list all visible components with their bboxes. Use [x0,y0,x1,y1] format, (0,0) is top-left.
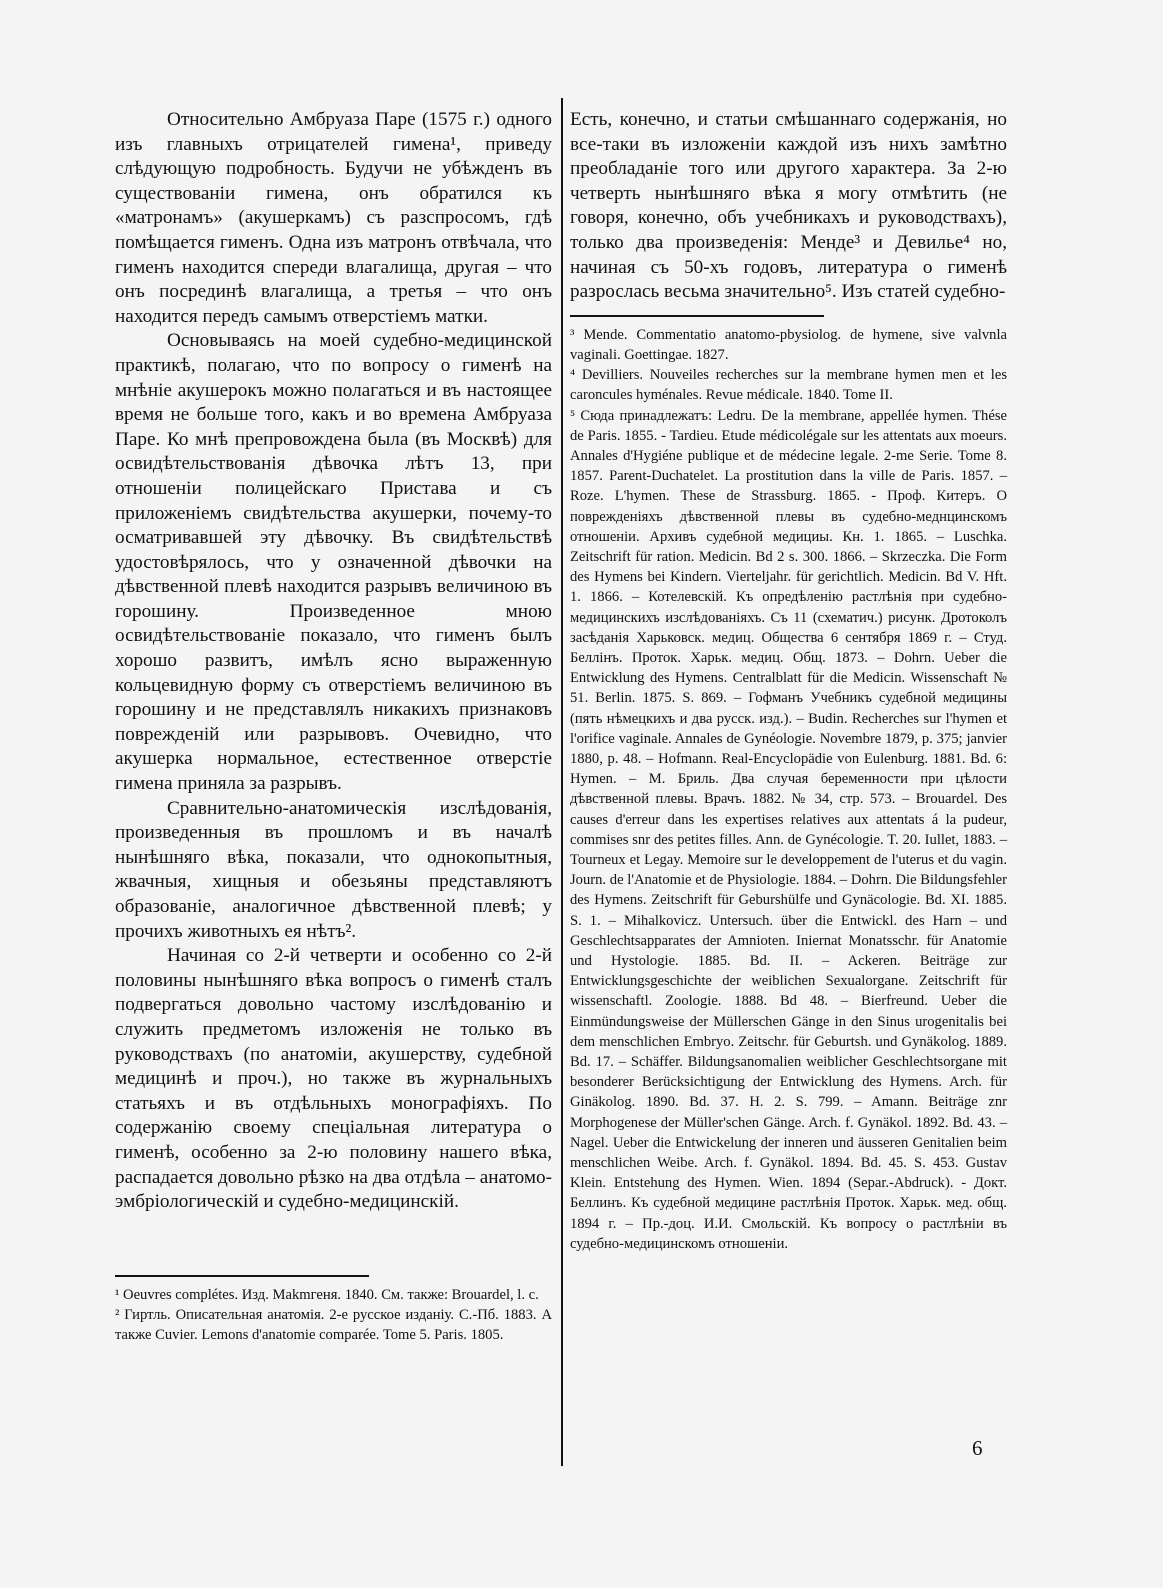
right-column [570,108,1007,1254]
paragraph: Начиная со 2-й четверти и особенно со 2-й половины нынѣшняго вѣка вопросъ о гименѣ сталъ подвергаться довольно частому изслѣдованію и служить предметомъ изложенія не только въ руководствахъ (по анатоміи, акушерству, судебной медицинѣ и проч.), но также въ журнальныхъ статьяхъ и въ отдѣльныхъ монографіяхъ. По содержанію своему спеціальная литература о гименѣ, особенно за 2-ю половину нашего вѣка, распадается довольно рѣзко на два отдѣла – анатомо-эмбріологическій и судебно-медицинскій. [115,945,552,1213]
footnote: ² Гиртль. Описательная анатомія. 2-е русское изданіу. С.-Пб. 1883. А также Cuvier. Lemons d'anatomie comparée. Tome 5. Paris. 1805. [115,1306,552,1344]
right-body-text [570,108,1007,305]
footnote: ¹ Oeuvres complétes. Изд. Makmгеня. 1840. См. также: Brouardel, l. c. [115,1286,539,1303]
footnote: ⁵ Сюда принадлежатъ: Ledru. De la membrane, appellée hymen. Thése de Paris. 1855. - Tardieu. Etude médicolégale sur les attentats aux moeurs. Annales d'Hygiéne publique et de médecine legale. 2-me Serie. Tome 8. 1857. Parent-Duchatelet. La prostitution dans la ville de Paris. 1857. – Roze. L'hymen. These de Strassburg. 1865. - Проф. Китеръ. О поврежденіяхъ дѣвственной плевы въ судебно-меднцинскомъ отношеніи. Архивъ судебной медициы. Кн. 1. 1865. – Luschka. Zeitschrift für ration. Medicin. Bd 2 s. 300. 1866. – Skrzeczka. Die Form des Hymens bei Kindern. Vierteljahr. für gerichtlich. Medicin. Bd V. Hft. 1. 1866. – Котелевскій. Къ опредѣленію растлѣнія при судебно-медицинскихъ изслѣдованіяхъ. Съ 11 (схематич.) рисунк. Дротоколъ засѣданія Харьковск. медиц. Общества 6 сентября 1869 г. – Студ. Беллінъ. Проток. Харьк. медиц. Общ. 1873. – Dohrn. Ueber die Entwicklung des Hymens. Centralblatt für die Medicin. Wissenschaft № 51. Berlin. 1875. S. 869. – Гофманъ Учебникъ судебной медицины (пять нѣмецкихъ и два русск. изд.). – Budin. Recherches sur l'hymen et l'orifice vaginale. Annales de Gynéologie. Novembre 1879, p. 375; janvier 1880, p. 48. – Hofmann. Real-Encyclopädie von Eulenburg. 1881. Bd. 6: Hymen. – M. Бриль. Два случая беременности при цѣлости дѣвственной плевы. Врачъ. 1882. № 34, стр. 573. – Brouardel. Des causes d'erreur dans les expertises relatives aux attentats á la pudeur, commises snr des petites filles. Ann. de Gynécologie. T. 20. Iullet, 1883. – Tourneux et Legay. Memoire sur le developpement de l'uterus et du vagin. Journ. de l'Anatomie et de Physiologie. 1884. – Dohrn. Die Bildungsfehler des Hymens. Zeitschrift für Geburshülfe und Gynäcologie. Bd. XI. 1885. S. 1. – Mihalkovicz. Untersuch. über die Entwickl. des Harn – und Geschlechtsapparates der Amnioten. Iniernat Monatsschr. für Anatomie und Hystologie. 1885. Bd. II. – Ackeren. Beiträge zur Entwicklungsgeschichte der weiblichen Sexualorgane. Zeitschrift für wissenschaftl. Zoologie. 1888. Bd 48. – Bierfreund. Ueber die Einmündungsweise der Müllerschen Gänge in den Sinus urogenitalis bei dem menschlichen Embryo. Zeitschr. für Geburtsh. und Gynäkolog. 1889. Bd. 17. – Schäffer. Bildungsanomalien weiblicher Geschlechtsorgane mit besonderer Berücksichtigung der Entwicklung des Hymens. Arch. für Ginäkolog. 1890. Bd. 37. H. 2. S. 799. – Amann. Beiträge znr Morphogenese der Müller'schen Gänge. Arch. f. Gynäkol. 1892. Bd. 43. – Nagel. Ueber die Entwickelung der inneren und äusseren Genitalien beim menschlichen Weibe. Arch. f. Gynäkol. 1894. Bd. 45. S. 453. Gustav Klein. Entstehung des Hymen. Wien. 1894 (Separ.-Abdruck). - Докт. Беллинъ. Къ судебной медицине растлѣнія Проток. Харьк. мед. общ. 1894 г. – Пр.-доц. И.И. Смольскій. Къ вопросу о растлѣніи въ судебно-медицинскомъ отношеніи. [570,407,1007,1252]
page-number: 6 [972,1436,983,1460]
paragraph: Основываясь на моей судебно-медицинской практикѣ, полагаю, что по вопросу о гименѣ на мнѣніе акушерокъ можно полагаться и въ настоящее время не больше того, какъ и во времена Амбруаза Паре. Ко мнѣ препровождена была (въ Москвѣ) для освидѣтельствованія дѣвочка лѣтъ 13, при отношеніи полицейскаго Пристава и съ приложеніемъ свидѣтельства акушерки, почему-то осматривавшей эту дѣвочку. Въ свидѣтельствѣ удостовѣрялось, что у означенной дѣвочки на дѣвственной плевѣ находится разрывъ величиною въ горошину. Произведенное мною освидѣтельствованіе показало, что гименъ былъ хорошо развитъ, имѣлъ ясно выраженную кольцевидную форму съ отверстіемъ величиною въ горошину и не представлялъ никакихъ признаковъ поврежденій или разрывовъ. Очевидно, что акушерка нормальное, естественное отверстіе гимена приняла за разрывъ. [115,330,552,795]
footnote: ³ Mende. Commentatio anatomo-pbysiolog. de hymene, sive valvnla vaginali. Goettingae. 1827. [570,326,1007,363]
left-column [115,108,552,1345]
footnote-separator [115,1275,369,1277]
paragraph: Относительно Амбруаза Паре (1575 г.) одного изъ главныхъ отрицателей гимена¹, приведу слѣдующую подробность. Будучи не убѣжденъ въ существованіи гимена, онъ обратился къ «матронамъ» (акушеркамъ) съ разспросомъ, гдѣ помѣщается гименъ. Одна изъ матронъ отвѣчала, что гименъ находится спереди влагалища, другая – что онъ посрединѣ влагалища, а третья – что онъ находится передъ самымъ отверстіемъ матки. [115,109,552,327]
left-body-text [115,108,552,1215]
paragraph: Есть, конечно, и статьи смѣшаннаго содержанія, но все-таки въ изложеніи каждой изъ нихъ замѣтно преобладаніе того или другого характера. За 2-ю четверть нынѣшняго вѣка я могу отмѣтить (не говоря, конечно, объ учебникахъ и руководствахъ), только два произведенія: Менде³ и Девилье⁴ но, начиная съ 50-хъ годовъ, литература о гименѣ разрослась весьма значительно⁵. Изъ статей судебно- [570,109,1007,303]
left-footnotes [115,1285,552,1346]
footnote-separator [570,315,824,317]
right-footnotes [570,325,1007,1254]
footnote: ⁴ Devilliers. Nouveiles recherches sur la membrane hymen men et les caroncules hyménales. Revue médicale. 1840. Tome II. [570,367,1007,404]
paragraph: Сравнительно-анатомическія изслѣдованія, произведенныя въ прошломъ и въ началѣ нынѣшняго вѣка, показали, что однокопытныя, жвачныя, хищныя и обезьяны представляютъ образованіе, аналогичное дѣвственной плевѣ; у прочихъ животныхъ ея нѣтъ². [115,797,552,942]
column-divider [561,98,563,1466]
